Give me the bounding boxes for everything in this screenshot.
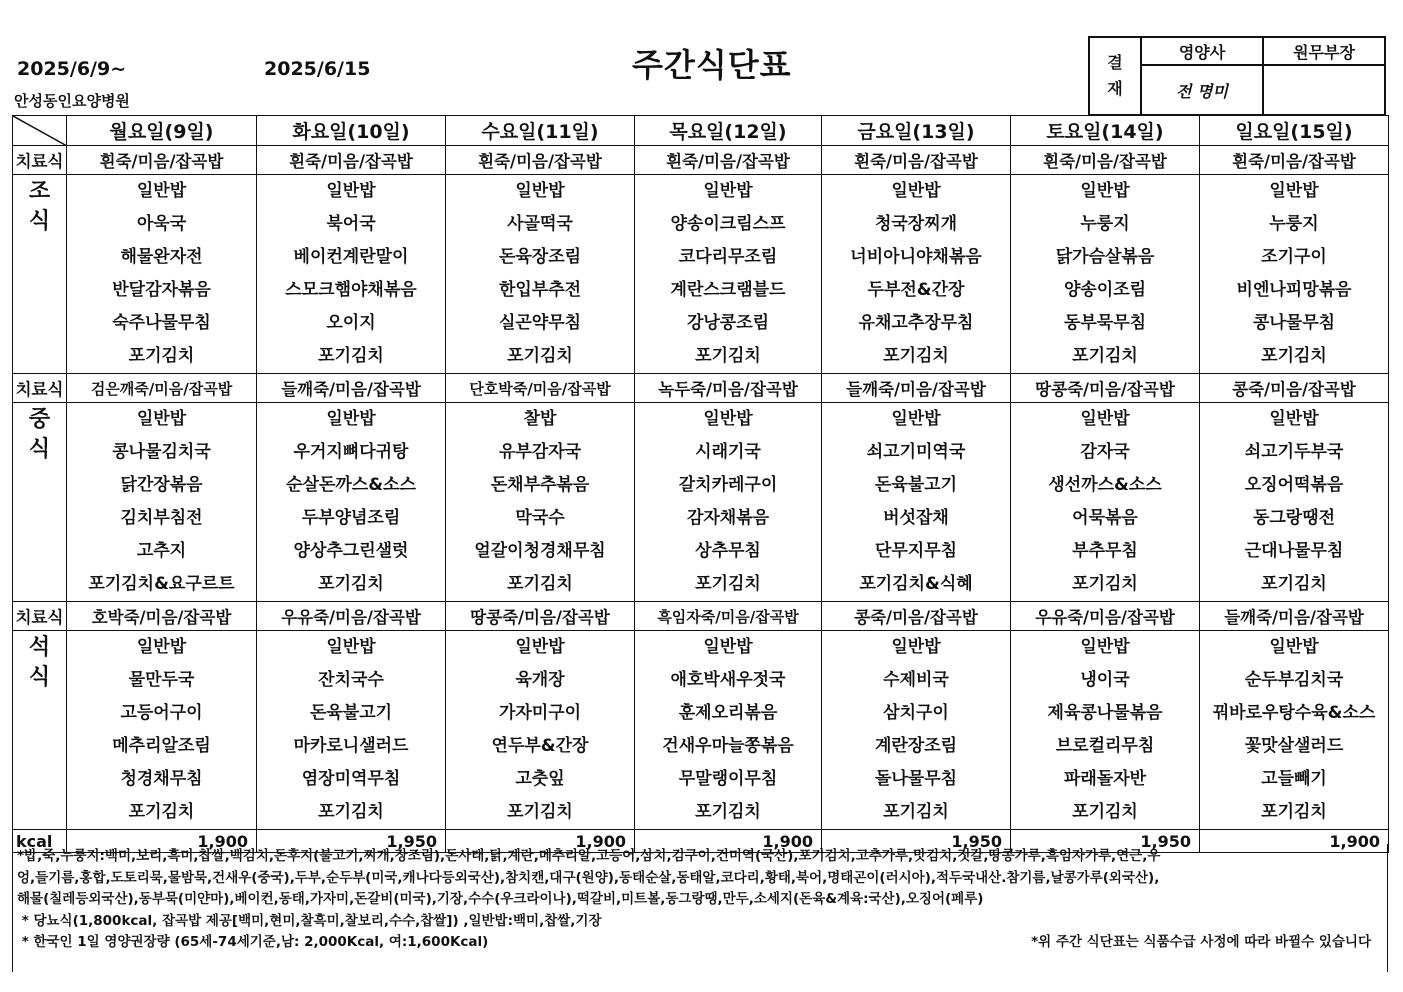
origin-line-2: 엉,들기름,홍합,도토리묵,물밤묵,건새우(중국),두부,순두부(미국,캐나다등외국산),참치캔,대구(원양),동태순살,동태알,코다리,황태,북어,명태곤이(러시아),적두국내산.참기름,날콩가루(외국산), bbox=[17, 869, 1160, 886]
lunch-label-2: 식 bbox=[28, 437, 51, 462]
breakfast-label-1: 조 bbox=[28, 179, 51, 204]
therapeutic-cell: 들깨죽/미음/잡곡밥 bbox=[1200, 602, 1389, 631]
kcal-value: 1,950 bbox=[822, 830, 1011, 853]
menu-item: 포기김치&요구르트 bbox=[88, 574, 235, 594]
origin-line-1: *밥,죽,누룽지:백미,보리,흑미,찹쌀,백김치,돈후지(불고기,찌개,장조림),돈사태,닭,계란,메추리알,고등어,삼치,김구이,건미역(국산),포기김치,고추가루,맛김치,젓갈,땅콩가루,흑임자가루,연근,우 bbox=[17, 848, 1161, 864]
menu-item: 고춧잎 bbox=[515, 769, 565, 789]
approval-label-top: 결 bbox=[1107, 53, 1123, 72]
therapeutic-label: 치료식 bbox=[13, 602, 67, 631]
lunch-therapeutic-row bbox=[13, 374, 1389, 403]
lunch-label-1: 중 bbox=[28, 407, 51, 432]
menu-item: 고추지 bbox=[136, 541, 187, 561]
menu-item: 동그랑땡전 bbox=[1252, 508, 1336, 528]
therapeutic-cell: 들깨죽/미음/잡곡밥 bbox=[257, 374, 446, 403]
dinner-menu-cell bbox=[1200, 631, 1389, 830]
day-header: 화요일(10일) bbox=[257, 116, 446, 146]
menu-item: 일반밥 bbox=[136, 637, 187, 657]
diabetic-note: * 당뇨식(1,800kcal, 잡곡밥 제공[백미,현미,찰흑미,찰보리,수수,찹쌀]) ,일반밥:백미,찹쌀,기장 bbox=[17, 912, 602, 929]
menu-item: 근대나물무침 bbox=[1244, 541, 1344, 561]
menu-item: 일반밥 bbox=[1269, 181, 1319, 201]
dinner-menu-cell bbox=[446, 631, 635, 830]
breakfast-menu-cell bbox=[446, 175, 635, 374]
menu-item: 계란스크램블드 bbox=[670, 280, 786, 300]
menu-item: 막국수 bbox=[515, 508, 565, 528]
menu-item: 포기김치 bbox=[1072, 574, 1138, 594]
menu-item: 일반밥 bbox=[1080, 409, 1130, 429]
end-date: 2025/6/15 bbox=[264, 58, 371, 80]
menu-item: 포기김치 bbox=[695, 574, 761, 594]
therapeutic-cell: 들깨죽/미음/잡곡밥 bbox=[822, 374, 1011, 403]
menu-item: 반달감자볶음 bbox=[112, 280, 211, 300]
menu-item: 포기김치&식혜 bbox=[859, 574, 973, 594]
menu-item: 버섯잡채 bbox=[883, 508, 949, 528]
menu-item: 쇠고기두부국 bbox=[1244, 442, 1344, 462]
breakfast-menu-row bbox=[13, 175, 1389, 374]
menu-item: 마카로니샐러드 bbox=[293, 736, 409, 756]
menu-item: 포기김치 bbox=[1261, 574, 1327, 594]
dinner-label bbox=[13, 631, 67, 830]
dinner-menu-row bbox=[13, 631, 1389, 830]
lunch-menu-cell bbox=[1200, 403, 1389, 602]
menu-item: 양상추그린샐럿 bbox=[293, 541, 409, 561]
menu-item: 육개장 bbox=[515, 670, 565, 690]
breakfast-menu-cell bbox=[1200, 175, 1389, 374]
menu-item: 한입부추전 bbox=[498, 280, 582, 300]
menu-item: 일반밥 bbox=[1080, 637, 1130, 657]
menu-item: 누룽지 bbox=[1080, 214, 1130, 234]
menu-item: 돈육불고기 bbox=[874, 475, 958, 495]
therapeutic-label: 치료식 bbox=[13, 374, 67, 403]
menu-item: 얼갈이청경채무침 bbox=[474, 541, 606, 561]
menu-item: 포기김치 bbox=[695, 802, 761, 822]
therapeutic-cell: 흰죽/미음/잡곡밥 bbox=[1011, 146, 1200, 175]
menu-item: 일반밥 bbox=[515, 181, 565, 201]
therapeutic-cell: 흰죽/미음/잡곡밥 bbox=[822, 146, 1011, 175]
therapeutic-cell: 녹두죽/미음/잡곡밥 bbox=[635, 374, 822, 403]
menu-item: 파래돌자반 bbox=[1063, 769, 1147, 789]
menu-item: 일반밥 bbox=[136, 409, 187, 429]
breakfast-label-2: 식 bbox=[28, 209, 51, 234]
menu-item: 누룽지 bbox=[1269, 214, 1319, 234]
menu-item: 포기김치 bbox=[1072, 346, 1138, 366]
breakfast-therapeutic-row bbox=[13, 146, 1389, 175]
menu-item: 두부전&간장 bbox=[867, 280, 965, 300]
recommend-note: * 한국인 1일 영양권장량 (65세-74세기준,남: 2,000Kcal, 여:1,600Kcal) bbox=[17, 934, 489, 950]
therapeutic-cell: 호박죽/미음/잡곡밥 bbox=[67, 602, 257, 631]
approval-col-manager: 원무부장 bbox=[1263, 37, 1385, 65]
therapeutic-cell: 흰죽/미음/잡곡밥 bbox=[635, 146, 822, 175]
day-header-row bbox=[13, 116, 1389, 146]
therapeutic-cell: 흰죽/미음/잡곡밥 bbox=[67, 146, 257, 175]
menu-item: 일반밥 bbox=[1080, 181, 1130, 201]
start-date: 2025/6/9~ bbox=[17, 58, 127, 80]
menu-item: 일반밥 bbox=[326, 637, 376, 657]
menu-item: 포기김치 bbox=[1261, 346, 1327, 366]
therapeutic-cell: 흰죽/미음/잡곡밥 bbox=[446, 146, 635, 175]
lunch-menu-cell bbox=[257, 403, 446, 602]
menu-item: 제육콩나물볶음 bbox=[1047, 703, 1163, 723]
therapeutic-cell: 단호박죽/미음/잡곡밥 bbox=[446, 374, 635, 403]
menu-item: 일반밥 bbox=[1269, 637, 1319, 657]
approval-label bbox=[1089, 37, 1141, 115]
kcal-value: 1,900 bbox=[67, 830, 257, 853]
breakfast-menu-cell bbox=[635, 175, 822, 374]
menu-item: 해물완자전 bbox=[120, 247, 203, 267]
breakfast-menu-cell bbox=[822, 175, 1011, 374]
dinner-label-2: 식 bbox=[28, 665, 51, 690]
menu-item: 감자국 bbox=[1080, 442, 1130, 462]
menu-item: 오징어떡볶음 bbox=[1244, 475, 1344, 495]
menu-item: 유채고추장무침 bbox=[858, 313, 974, 333]
menu-item: 우거지뼈다귀탕 bbox=[293, 442, 409, 462]
kcal-value: 1,900 bbox=[1200, 830, 1389, 853]
dinner-menu-cell bbox=[635, 631, 822, 830]
menu-item: 김치부침전 bbox=[120, 508, 203, 528]
menu-item: 청경채무침 bbox=[120, 769, 203, 789]
menu-item: 돈채부추볶음 bbox=[490, 475, 590, 495]
therapeutic-cell: 검은깨죽/미음/잡곡밥 bbox=[67, 374, 257, 403]
day-header: 토요일(14일) bbox=[1011, 116, 1200, 146]
menu-table bbox=[12, 115, 1389, 853]
menu-item: 돈육장조림 bbox=[498, 247, 582, 267]
dinner-menu-cell bbox=[257, 631, 446, 830]
menu-item: 콩나물무침 bbox=[1252, 313, 1336, 333]
menu-item: 너비아니야채볶음 bbox=[850, 247, 982, 267]
menu-item: 베이컨계란말이 bbox=[293, 247, 409, 267]
menu-item: 상추무침 bbox=[695, 541, 761, 561]
menu-item: 비엔나피망볶음 bbox=[1236, 280, 1352, 300]
menu-item: 냉이국 bbox=[1080, 670, 1130, 690]
menu-item: 애호박새우젓국 bbox=[670, 670, 786, 690]
therapeutic-cell: 흑임자죽/미음/잡곡밥 bbox=[635, 602, 822, 631]
origin-line-3: 해물(칠레등외국산),동부묵(미얀마),베이컨,동태,가자미,돈갈비(미국),기장,수수(우크라이나),떡갈비,미트볼,동그랑땡,만두,소세지(돈육&계육:국산),오징어(페루) bbox=[17, 891, 984, 907]
menu-item: 일반밥 bbox=[703, 181, 753, 201]
day-header: 목요일(12일) bbox=[635, 116, 822, 146]
signature: 전 명미 bbox=[1141, 65, 1263, 115]
menu-item: 동부묵무침 bbox=[1063, 313, 1147, 333]
menu-item: 조기구이 bbox=[1261, 247, 1327, 267]
menu-item: 훈제오리볶음 bbox=[678, 703, 778, 723]
menu-item: 건새우마늘쫑볶음 bbox=[662, 736, 794, 756]
menu-item: 삼치구이 bbox=[883, 703, 949, 723]
therapeutic-cell: 흰죽/미음/잡곡밥 bbox=[257, 146, 446, 175]
therapeutic-cell: 우유죽/미음/잡곡밥 bbox=[257, 602, 446, 631]
menu-item: 포기김치 bbox=[128, 346, 195, 366]
menu-item: 콩나물김치국 bbox=[112, 442, 211, 462]
menu-item: 포기김치 bbox=[695, 346, 761, 366]
menu-item: 포기김치 bbox=[883, 346, 949, 366]
menu-item: 일반밥 bbox=[515, 637, 565, 657]
menu-item: 돌나물무침 bbox=[874, 769, 958, 789]
dinner-label-1: 석 bbox=[28, 635, 51, 660]
day-header: 일요일(15일) bbox=[1200, 116, 1389, 146]
kcal-value: 1,900 bbox=[446, 830, 635, 853]
lunch-menu-cell bbox=[635, 403, 822, 602]
menu-item: 포기김치 bbox=[883, 802, 949, 822]
menu-item: 감자채볶음 bbox=[686, 508, 770, 528]
menu-item: 일반밥 bbox=[703, 637, 753, 657]
menu-item: 잔치국수 bbox=[318, 670, 384, 690]
disclaimer-note: *위 주간 식단표는 식품수급 사정에 따라 바뀔수 있습니다 bbox=[1031, 934, 1371, 950]
therapeutic-cell: 흰죽/미음/잡곡밥 bbox=[1200, 146, 1389, 175]
menu-item: 순살돈까스&소스 bbox=[286, 475, 416, 495]
menu-item: 코다리무조림 bbox=[678, 247, 778, 267]
dinner-menu-cell bbox=[1011, 631, 1200, 830]
menu-item: 일반밥 bbox=[1269, 409, 1319, 429]
menu-item: 계란장조림 bbox=[874, 736, 958, 756]
menu-item: 오이지 bbox=[326, 313, 376, 333]
kcal-value: 1,950 bbox=[1011, 830, 1200, 853]
approval-empty-cell bbox=[1263, 65, 1385, 115]
hospital-name: 안성동인요양병원 bbox=[14, 92, 130, 110]
menu-item: 포기김치 bbox=[318, 574, 384, 594]
day-header: 수요일(11일) bbox=[446, 116, 635, 146]
menu-item: 포기김치 bbox=[1072, 802, 1138, 822]
therapeutic-label: 치료식 bbox=[13, 146, 67, 175]
menu-item: 닭가슴살볶음 bbox=[1055, 247, 1155, 267]
breakfast-menu-cell bbox=[1011, 175, 1200, 374]
menu-item: 북어국 bbox=[326, 214, 376, 234]
notes-section bbox=[12, 844, 1388, 972]
menu-item: 일반밥 bbox=[703, 409, 753, 429]
menu-item: 돈육불고기 bbox=[309, 703, 393, 723]
menu-item: 가자미구이 bbox=[498, 703, 582, 723]
page-title: 주간식단표 bbox=[632, 46, 792, 84]
menu-item: 스모크햄야채볶음 bbox=[285, 280, 417, 300]
menu-item: 숙주나물무침 bbox=[112, 313, 211, 333]
menu-item: 일반밥 bbox=[891, 637, 941, 657]
menu-item: 포기김치 bbox=[318, 802, 384, 822]
menu-item: 닭간장볶음 bbox=[120, 475, 203, 495]
menu-item: 양송이조림 bbox=[1063, 280, 1147, 300]
menu-item: 무말랭이무침 bbox=[678, 769, 778, 789]
menu-item: 부추무침 bbox=[1072, 541, 1138, 561]
dinner-menu-cell bbox=[67, 631, 257, 830]
lunch-menu-cell bbox=[67, 403, 257, 602]
corner-cell bbox=[13, 116, 67, 146]
day-header: 월요일(9일) bbox=[67, 116, 257, 146]
menu-item: 포기김치 bbox=[128, 802, 195, 822]
breakfast-label bbox=[13, 175, 67, 374]
menu-item: 메추리알조림 bbox=[112, 736, 211, 756]
menu-item: 브로컬리무침 bbox=[1055, 736, 1155, 756]
menu-item: 단무지무침 bbox=[874, 541, 958, 561]
lunch-menu-cell bbox=[446, 403, 635, 602]
menu-item: 유부감자국 bbox=[498, 442, 582, 462]
breakfast-menu-cell bbox=[67, 175, 257, 374]
lunch-menu-cell bbox=[1011, 403, 1200, 602]
menu-item: 갈치카레구이 bbox=[678, 475, 778, 495]
menu-item: 염장미역무침 bbox=[301, 769, 401, 789]
menu-item: 청국장찌개 bbox=[874, 214, 958, 234]
menu-item: 수제비국 bbox=[883, 670, 949, 690]
therapeutic-cell: 우유죽/미음/잡곡밥 bbox=[1011, 602, 1200, 631]
approval-col-nutritionist: 영양사 bbox=[1141, 37, 1263, 65]
therapeutic-cell: 콩죽/미음/잡곡밥 bbox=[1200, 374, 1389, 403]
breakfast-menu-cell bbox=[257, 175, 446, 374]
lunch-label bbox=[13, 403, 67, 602]
kcal-value: 1,950 bbox=[257, 830, 446, 853]
dinner-therapeutic-row bbox=[13, 602, 1389, 631]
kcal-label: kcal bbox=[13, 830, 67, 853]
menu-item: 포기김치 bbox=[1261, 802, 1327, 822]
lunch-menu-row bbox=[13, 403, 1389, 602]
menu-item: 일반밥 bbox=[891, 409, 941, 429]
diagonal-line bbox=[13, 116, 67, 146]
menu-item: 꽃맛살샐러드 bbox=[1244, 736, 1344, 756]
therapeutic-cell: 땅콩죽/미음/잡곡밥 bbox=[1011, 374, 1200, 403]
menu-item: 실곤약무침 bbox=[498, 313, 582, 333]
menu-item: 물만두국 bbox=[128, 670, 195, 690]
approval-box bbox=[1088, 36, 1386, 116]
menu-item: 일반밥 bbox=[326, 181, 376, 201]
menu-item: 연두부&간장 bbox=[491, 736, 589, 756]
menu-item: 생선까스&소스 bbox=[1048, 475, 1162, 495]
menu-item: 시래기국 bbox=[695, 442, 761, 462]
menu-item: 아욱국 bbox=[136, 214, 187, 234]
menu-item: 고들빼기 bbox=[1261, 769, 1327, 789]
day-header: 금요일(13일) bbox=[822, 116, 1011, 146]
menu-item: 사골떡국 bbox=[507, 214, 573, 234]
menu-item: 강낭콩조림 bbox=[686, 313, 770, 333]
menu-item: 두부양념조림 bbox=[301, 508, 401, 528]
therapeutic-cell: 콩죽/미음/잡곡밥 bbox=[822, 602, 1011, 631]
menu-item: 포기김치 bbox=[507, 574, 573, 594]
menu-item: 찰밥 bbox=[523, 409, 557, 429]
menu-item: 쇠고기미역국 bbox=[866, 442, 966, 462]
menu-item: 일반밥 bbox=[136, 181, 187, 201]
menu-item: 일반밥 bbox=[891, 181, 941, 201]
kcal-value: 1,900 bbox=[635, 830, 822, 853]
menu-item: 꿔바로우탕수육&소스 bbox=[1212, 703, 1376, 723]
menu-item: 어묵볶음 bbox=[1072, 508, 1138, 528]
lunch-menu-cell bbox=[822, 403, 1011, 602]
approval-label-bottom: 재 bbox=[1107, 79, 1123, 98]
menu-item: 순두부김치국 bbox=[1244, 670, 1344, 690]
therapeutic-cell: 땅콩죽/미음/잡곡밥 bbox=[446, 602, 635, 631]
menu-item: 고등어구이 bbox=[120, 703, 203, 723]
menu-item: 포기김치 bbox=[318, 346, 384, 366]
menu-item: 포기김치 bbox=[507, 346, 573, 366]
menu-item: 포기김치 bbox=[507, 802, 573, 822]
menu-item: 양송이크림스프 bbox=[670, 214, 786, 234]
menu-item: 일반밥 bbox=[326, 409, 376, 429]
dinner-menu-cell bbox=[822, 631, 1011, 830]
